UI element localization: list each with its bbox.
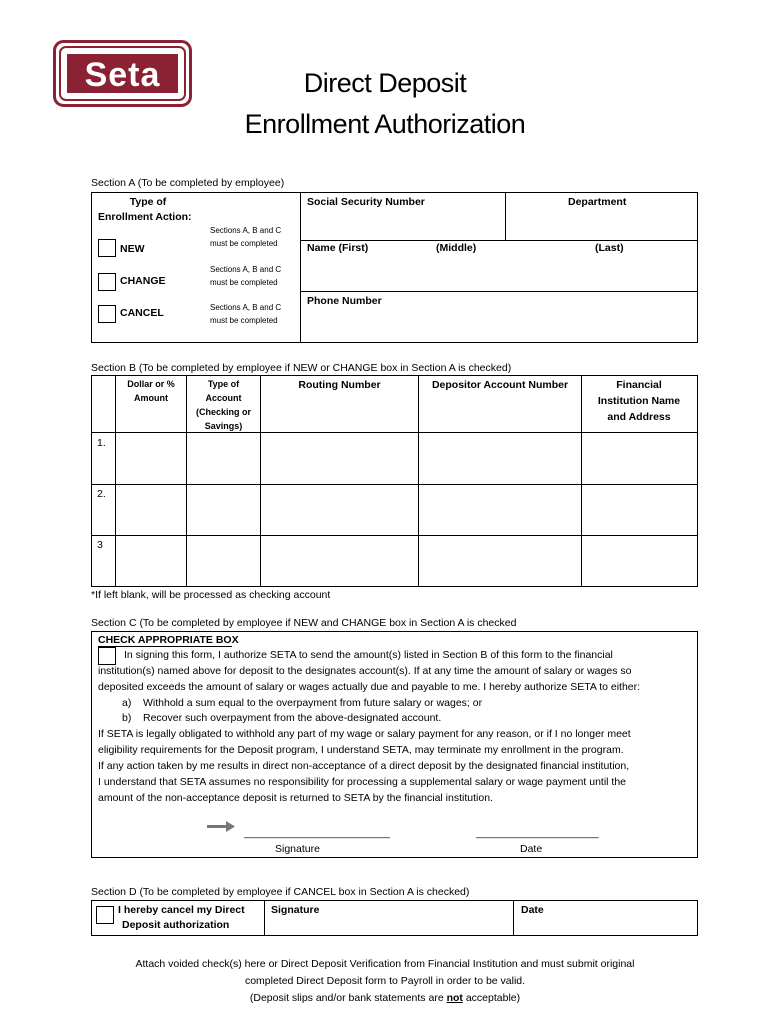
change-checkbox[interactable] <box>98 273 116 291</box>
signature-caption: Signature <box>275 843 320 855</box>
section-a-heading: Section A (To be completed by employee) <box>91 177 285 189</box>
auth-line-6: If any action taken by me results in direct non-acceptance of a direct deposit by the designated financial institution, <box>98 760 630 772</box>
name-middle-label: (Middle) <box>436 242 477 254</box>
seta-logo <box>53 40 192 107</box>
cancel-text-1: I hereby cancel my Direct <box>118 904 245 916</box>
fin-header-2: Institution Name <box>597 395 681 407</box>
cancel-note-2: must be completed <box>210 316 278 325</box>
fin-header-3: and Address <box>607 411 671 423</box>
auth-line-7: I understand that SETA assumes no responsibility for processing a supplemental salary or wage payment until the <box>98 776 627 788</box>
department-label: Department <box>568 196 627 208</box>
arrow-right-icon <box>207 821 235 833</box>
type-label-1: Type of <box>129 196 167 208</box>
phone-label: Phone Number <box>307 295 382 307</box>
section-d-heading: Section D (To be completed by employee if CANCEL box in Section A is checked) <box>91 886 470 898</box>
routing-header: Routing Number <box>298 379 381 391</box>
date-caption: Date <box>520 843 543 855</box>
item-b-text: Recover such overpayment from the above-designated account. <box>143 712 442 724</box>
type-header-3: (Checking or <box>195 407 251 417</box>
item-a-marker: a) <box>122 697 132 709</box>
section-b-heading: Section B (To be completed by employee if NEW or CHANGE box in Section A is checked) <box>91 362 512 374</box>
svg-text:Seta: Seta <box>84 56 161 94</box>
new-note-1: Sections A, B and C <box>210 226 282 235</box>
row-number-3: 3 <box>97 539 103 551</box>
ssn-label: Social Security Number <box>307 196 425 208</box>
change-note-2: must be completed <box>210 278 278 287</box>
footer-line-3 <box>60 992 710 1004</box>
auth-line-5: eligibility requirements for the Deposit program, I understand SETA, may terminate my enrollment in the program. <box>98 744 624 756</box>
section-c-heading: Section C (To be completed by employee if NEW and CHANGE box in Section A is checked <box>91 617 517 629</box>
auth-line-4: If SETA is legally obligated to withhold any part of my wage or salary payment for any reason, or if I no longer meet <box>98 728 631 740</box>
depositor-header: Depositor Account Number <box>431 379 569 391</box>
name-first-label: Name (First) <box>307 242 369 254</box>
check-title: CHECK APPROPRIATE BOX <box>98 634 239 646</box>
name-last-label: (Last) <box>595 242 624 254</box>
new-label: NEW <box>120 243 145 255</box>
cancel-authorization-checkbox[interactable] <box>96 906 114 924</box>
footer-line-1: Attach voided check(s) here or Direct Deposit Verification from Financial Institution and must submit original <box>135 958 635 970</box>
row-number-1: 1. <box>97 437 106 449</box>
cancel-text-2: Deposit authorization <box>122 919 230 931</box>
footer-line-3-c: acceptable) <box>462 992 521 1004</box>
signature-line[interactable]: _________________________ <box>244 827 390 839</box>
auth-line-3: deposited exceeds the amount of salary or wages actually due and payable to me. I hereby authorize SETA to either: <box>98 681 641 693</box>
section-b-footnote: *If left blank, will be processed as checking account <box>91 589 331 601</box>
page-title-line-2: Enrollment Authorization <box>244 109 526 139</box>
change-label: CHANGE <box>120 275 166 287</box>
new-note-2: must be completed <box>210 239 278 248</box>
type-label-2: Enrollment Action: <box>98 211 192 223</box>
amount-header-2: Amount <box>134 393 168 403</box>
cancel-checkbox[interactable] <box>98 305 116 323</box>
type-header-2: Account <box>205 393 242 403</box>
type-header-1: Type of <box>207 379 240 389</box>
cancel-note-1: Sections A, B and C <box>210 303 282 312</box>
section-d-date-label: Date <box>521 904 544 916</box>
date-line[interactable]: _____________________ <box>476 827 599 839</box>
footer-line-3-a: (Deposit slips and/or bank statements are <box>249 992 447 1004</box>
auth-line-8: amount of the non-acceptance deposit is returned to SETA by the financial institution. <box>98 792 493 804</box>
fin-header-1: Financial <box>616 379 662 391</box>
item-a-text: Withhold a sum equal to the overpayment from future salary or wages; or <box>143 697 483 709</box>
auth-line-1: In signing this form, I authorize SETA to send the amount(s) listed in Section B of this form to the financial <box>124 649 613 661</box>
authorize-checkbox[interactable] <box>98 647 116 665</box>
auth-line-2: institution(s) named above for deposit to the designates account(s). If at any time the amount of salary or wages so <box>98 665 632 677</box>
page-title-line-1: Direct Deposit <box>303 68 467 98</box>
amount-header-1: Dollar or % <box>127 379 175 389</box>
row-number-2: 2. <box>97 488 106 500</box>
item-b-marker: b) <box>122 712 132 724</box>
new-checkbox[interactable] <box>98 239 116 257</box>
type-header-4: Savings) <box>204 421 243 431</box>
change-note-1: Sections A, B and C <box>210 265 282 274</box>
cancel-label: CANCEL <box>120 307 164 319</box>
section-d-signature-label: Signature <box>271 904 320 916</box>
footer-line-2: completed Direct Deposit form to Payroll in order to be valid. <box>244 975 526 987</box>
footer-not-emphasis: not <box>446 992 463 1004</box>
